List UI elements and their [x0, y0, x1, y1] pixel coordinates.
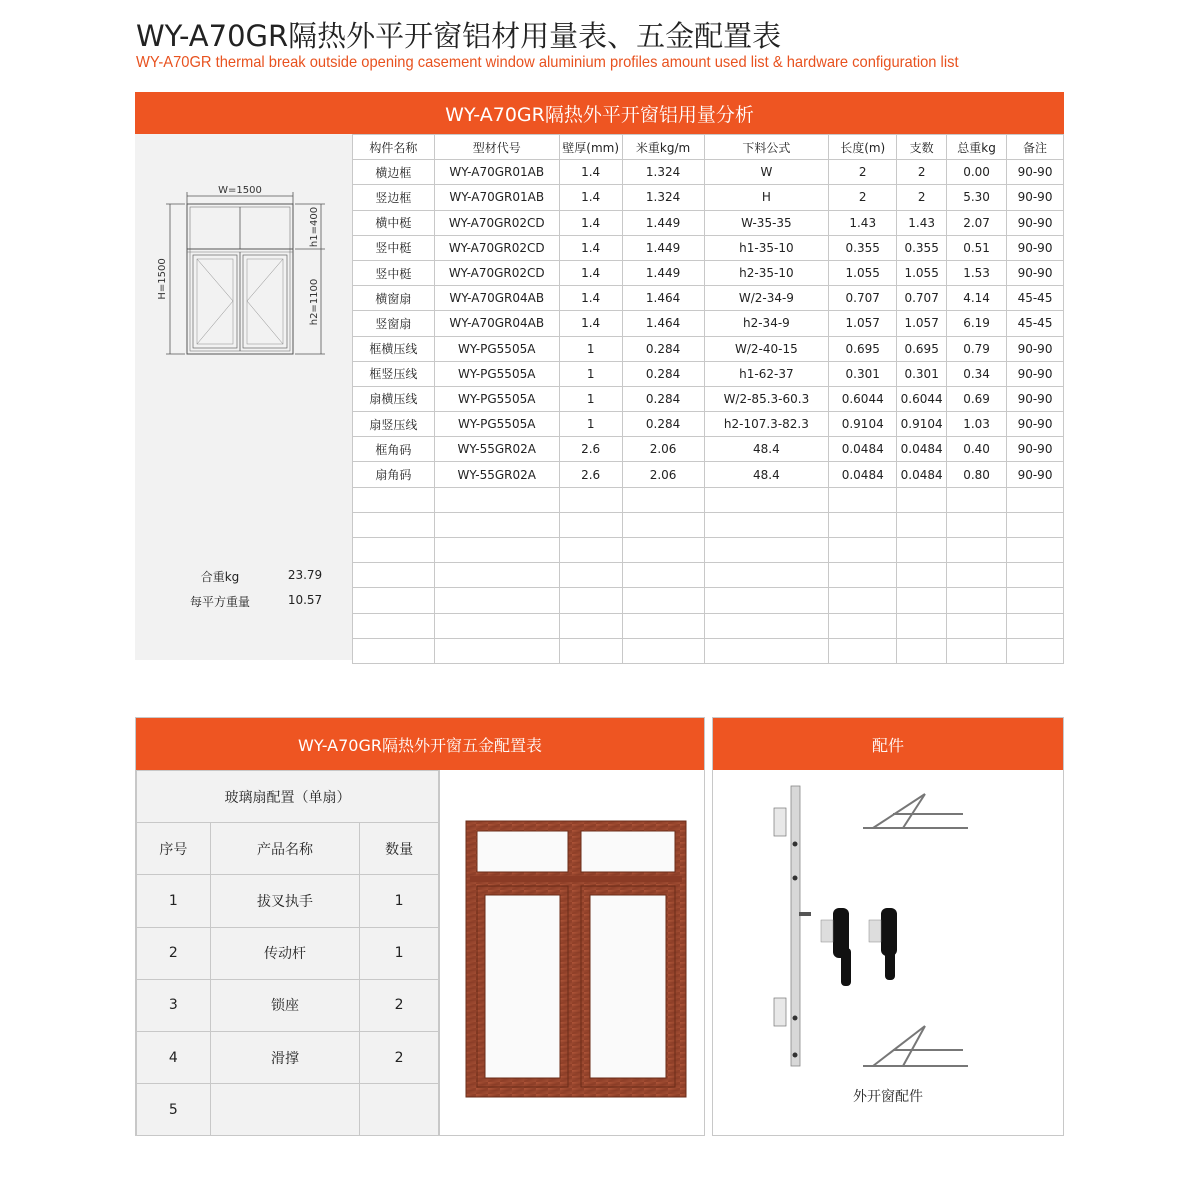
hardware-cell: [210, 1084, 359, 1136]
table-cell: 横边框: [353, 160, 435, 185]
table-cell: [947, 613, 1007, 638]
table-cell: 1.43: [829, 210, 897, 235]
table-cell: [897, 588, 947, 613]
column-header: 壁厚(mm): [559, 135, 622, 160]
table-cell: [897, 512, 947, 537]
table-cell: 0.6044: [897, 386, 947, 411]
table-cell: [704, 638, 829, 663]
accessories-caption: 外开窗配件: [853, 1089, 923, 1105]
hardware-cell: [360, 1084, 439, 1136]
hardware-cell: 滑撑: [210, 1031, 359, 1083]
table-cell: [353, 613, 435, 638]
table-cell: 45-45: [1007, 311, 1064, 336]
total-weight-value: 23.79: [287, 568, 323, 582]
table-row: [353, 462, 1064, 487]
table-cell: 1.4: [559, 235, 622, 260]
table-cell: 0.355: [897, 235, 947, 260]
table-cell: 90-90: [1007, 386, 1064, 411]
table-row: [353, 512, 1064, 537]
table-cell: 扇竖压线: [353, 412, 435, 437]
accessories-section-title: 配件: [713, 718, 1063, 770]
table-cell: 1: [559, 386, 622, 411]
hardware-column-header: 数量: [360, 823, 439, 875]
table-cell: 1.43: [897, 210, 947, 235]
friction-stay-icon-bottom: [863, 1026, 968, 1066]
hardware-cell: 3: [137, 979, 211, 1031]
table-cell: 0.80: [947, 462, 1007, 487]
total-weight-row: [155, 568, 325, 585]
table-cell: 90-90: [1007, 437, 1064, 462]
table-cell: [1007, 487, 1064, 512]
table-row: [353, 185, 1064, 210]
table-cell: 0.355: [829, 235, 897, 260]
table-cell: WY-A70GR02CD: [434, 235, 559, 260]
hardware-cell: 拔叉执手: [210, 875, 359, 927]
table-cell: 48.4: [704, 437, 829, 462]
hardware-cell: 1: [360, 875, 439, 927]
window-dimension-diagram: [135, 134, 352, 660]
table-cell: 1.4: [559, 210, 622, 235]
table-row: [353, 286, 1064, 311]
table-cell: 5.30: [947, 185, 1007, 210]
table-cell: 2.07: [947, 210, 1007, 235]
table-cell: [704, 487, 829, 512]
table-cell: 90-90: [1007, 235, 1064, 260]
table-cell: 1.057: [897, 311, 947, 336]
table-cell: 90-90: [1007, 336, 1064, 361]
table-cell: [829, 638, 897, 663]
table-row: [353, 412, 1064, 437]
table-cell: 1.324: [622, 185, 704, 210]
hardware-cell: 2: [137, 927, 211, 979]
table-cell: [559, 588, 622, 613]
hardware-row: [137, 927, 439, 979]
table-cell: [559, 613, 622, 638]
hardware-column-header: 产品名称: [210, 823, 359, 875]
table-cell: [559, 512, 622, 537]
table-cell: 0.79: [947, 336, 1007, 361]
hardware-cell: 1: [137, 875, 211, 927]
table-row: [353, 538, 1064, 563]
table-cell: [622, 563, 704, 588]
column-header: 型材代号: [434, 135, 559, 160]
table-cell: 1.055: [829, 260, 897, 285]
table-row: [353, 336, 1064, 361]
table-cell: [353, 487, 435, 512]
table-cell: [829, 613, 897, 638]
hardware-subtitle: 玻璃扇配置（单扇）: [137, 771, 439, 823]
table-cell: 横窗扇: [353, 286, 435, 311]
table-cell: [704, 588, 829, 613]
table-cell: WY-PG5505A: [434, 412, 559, 437]
table-cell: [622, 538, 704, 563]
table-cell: WY-A70GR02CD: [434, 260, 559, 285]
table-cell: 6.19: [947, 311, 1007, 336]
table-cell: 0.284: [622, 336, 704, 361]
hardware-row: [137, 979, 439, 1031]
table-cell: [1007, 638, 1064, 663]
hardware-cell: 2: [360, 1031, 439, 1083]
table-row: [353, 210, 1064, 235]
table-cell: [622, 512, 704, 537]
table-cell: [353, 538, 435, 563]
table-row: [353, 563, 1064, 588]
per-sqm-weight-value: 10.57: [287, 593, 323, 607]
profile-usage-table: [352, 134, 1064, 664]
table-cell: 0.34: [947, 361, 1007, 386]
table-cell: 2: [897, 160, 947, 185]
hardware-row: [137, 875, 439, 927]
hardware-cell: 2: [360, 979, 439, 1031]
table-cell: 框横压线: [353, 336, 435, 361]
table-row: [353, 260, 1064, 285]
table-cell: [353, 563, 435, 588]
transmission-rod-icon: [791, 786, 800, 1066]
table-cell: [622, 638, 704, 663]
total-weight-label: 合重kg: [200, 570, 240, 584]
hardware-cell: 锁座: [210, 979, 359, 1031]
table-cell: 0.695: [897, 336, 947, 361]
table-cell: W/2-40-15: [704, 336, 829, 361]
table-cell: 0.301: [829, 361, 897, 386]
table-cell: 0.51: [947, 235, 1007, 260]
table-cell: h2-35-10: [704, 260, 829, 285]
hardware-row: [137, 1084, 439, 1136]
table-row: [353, 361, 1064, 386]
table-row: [353, 613, 1064, 638]
table-cell: [1007, 588, 1064, 613]
table-row: [353, 487, 1064, 512]
table-cell: WY-55GR02A: [434, 437, 559, 462]
table-row: [353, 235, 1064, 260]
table-cell: 90-90: [1007, 160, 1064, 185]
table-cell: [897, 487, 947, 512]
table-cell: 90-90: [1007, 462, 1064, 487]
table-header-row: [353, 135, 1064, 160]
table-cell: WY-A70GR04AB: [434, 311, 559, 336]
table-cell: 竖窗扇: [353, 311, 435, 336]
table-cell: 扇角码: [353, 462, 435, 487]
table-cell: 1.464: [622, 311, 704, 336]
table-cell: 0.301: [897, 361, 947, 386]
table-cell: 横中梃: [353, 210, 435, 235]
column-header: 支数: [897, 135, 947, 160]
table-cell: 0.707: [897, 286, 947, 311]
table-cell: 1.4: [559, 160, 622, 185]
table-cell: 0.284: [622, 361, 704, 386]
table-cell: [622, 487, 704, 512]
table-cell: [434, 613, 559, 638]
hardware-cell: 1: [360, 927, 439, 979]
table-cell: 1.4: [559, 311, 622, 336]
table-row: [353, 386, 1064, 411]
table-cell: [434, 588, 559, 613]
handle-icon-2: [869, 908, 897, 980]
table-cell: h1-35-10: [704, 235, 829, 260]
table-cell: 1.4: [559, 260, 622, 285]
table-cell: [353, 638, 435, 663]
table-cell: [897, 538, 947, 563]
accessories-panel: [712, 717, 1064, 1136]
table-cell: 1: [559, 336, 622, 361]
table-cell: 1.464: [622, 286, 704, 311]
h2-dimension-label: h2=1100: [309, 278, 320, 326]
column-header: 下料公式: [704, 135, 829, 160]
table-cell: [897, 613, 947, 638]
hardware-cell: 传动杆: [210, 927, 359, 979]
wood-grain-window-image: [440, 770, 705, 1135]
table-cell: 0.0484: [897, 462, 947, 487]
table-cell: WY-PG5505A: [434, 386, 559, 411]
column-header: 总重kg: [947, 135, 1007, 160]
table-cell: WY-A70GR01AB: [434, 160, 559, 185]
table-cell: [947, 588, 1007, 613]
table-cell: 0.69: [947, 386, 1007, 411]
table-cell: 1.055: [897, 260, 947, 285]
table-cell: [559, 563, 622, 588]
column-header: 米重kg/m: [622, 135, 704, 160]
hardware-row: [137, 1031, 439, 1083]
table-row: [353, 160, 1064, 185]
table-cell: h1-62-37: [704, 361, 829, 386]
table-cell: 竖中梃: [353, 260, 435, 285]
table-cell: 1.4: [559, 185, 622, 210]
table-cell: [947, 563, 1007, 588]
profile-analysis-panel: [135, 92, 1064, 660]
table-cell: 0.284: [622, 386, 704, 411]
table-cell: 2: [829, 160, 897, 185]
table-cell: 1.449: [622, 260, 704, 285]
window-product-photo: [439, 770, 704, 1135]
handle-icon-1: [821, 908, 851, 986]
table-row: [353, 588, 1064, 613]
table-cell: 1.449: [622, 235, 704, 260]
table-cell: H: [704, 185, 829, 210]
table-cell: W: [704, 160, 829, 185]
table-cell: 2.6: [559, 462, 622, 487]
table-cell: 90-90: [1007, 185, 1064, 210]
table-cell: [897, 638, 947, 663]
table-cell: 2.06: [622, 437, 704, 462]
table-cell: h2-34-9: [704, 311, 829, 336]
table-cell: 1.449: [622, 210, 704, 235]
table-cell: 1.057: [829, 311, 897, 336]
table-cell: 0.00: [947, 160, 1007, 185]
profile-section-title: WY-A70GR隔热外平开窗铝用量分析: [135, 92, 1064, 134]
accessories-illustration: [713, 770, 1063, 1080]
table-cell: 1: [559, 361, 622, 386]
table-cell: WY-A70GR01AB: [434, 185, 559, 210]
table-cell: 90-90: [1007, 260, 1064, 285]
table-cell: 0.9104: [897, 412, 947, 437]
table-cell: 90-90: [1007, 412, 1064, 437]
hardware-cell: 5: [137, 1084, 211, 1136]
table-cell: [434, 638, 559, 663]
table-cell: [704, 563, 829, 588]
table-row: [353, 311, 1064, 336]
table-cell: 2: [829, 185, 897, 210]
table-cell: 0.707: [829, 286, 897, 311]
table-cell: [559, 487, 622, 512]
table-cell: h2-107.3-82.3: [704, 412, 829, 437]
table-cell: 1: [559, 412, 622, 437]
hardware-config-panel: [135, 717, 705, 1136]
table-row: [353, 638, 1064, 663]
table-cell: [829, 563, 897, 588]
hardware-subtitle-row: [137, 771, 439, 823]
table-cell: [704, 512, 829, 537]
table-cell: 0.284: [622, 412, 704, 437]
table-cell: [947, 538, 1007, 563]
per-sqm-weight-row: [155, 593, 325, 610]
table-cell: [622, 613, 704, 638]
table-cell: [559, 638, 622, 663]
table-cell: [1007, 563, 1064, 588]
table-cell: [829, 512, 897, 537]
table-cell: WY-PG5505A: [434, 361, 559, 386]
table-cell: [947, 638, 1007, 663]
page-title: WY-A70GR隔热外平开窗铝材用量表、五金配置表: [136, 19, 782, 53]
table-cell: WY-A70GR02CD: [434, 210, 559, 235]
hardware-section-title: WY-A70GR隔热外开窗五金配置表: [136, 718, 704, 770]
table-cell: [897, 563, 947, 588]
table-cell: [829, 487, 897, 512]
table-cell: 0.40: [947, 437, 1007, 462]
column-header: 构件名称: [353, 135, 435, 160]
table-cell: [622, 588, 704, 613]
table-cell: [434, 487, 559, 512]
column-header: 备注: [1007, 135, 1064, 160]
table-cell: 2.6: [559, 437, 622, 462]
table-cell: 0.0484: [829, 462, 897, 487]
table-cell: 0.0484: [897, 437, 947, 462]
table-cell: 0.695: [829, 336, 897, 361]
table-cell: 0.9104: [829, 412, 897, 437]
table-cell: 1.4: [559, 286, 622, 311]
table-cell: 扇横压线: [353, 386, 435, 411]
table-cell: [704, 538, 829, 563]
table-cell: [353, 512, 435, 537]
table-cell: 框角码: [353, 437, 435, 462]
table-cell: W/2-34-9: [704, 286, 829, 311]
table-cell: 竖中梃: [353, 235, 435, 260]
table-cell: 框竖压线: [353, 361, 435, 386]
width-dimension-label: W=1500: [218, 185, 262, 196]
height-dimension-label: H=1500: [157, 258, 168, 300]
table-cell: 90-90: [1007, 210, 1064, 235]
table-cell: [353, 588, 435, 613]
friction-stay-icon-top: [863, 794, 968, 828]
table-cell: [829, 588, 897, 613]
lock-keeper-icon-bottom: [774, 998, 786, 1026]
table-cell: 1.53: [947, 260, 1007, 285]
table-cell: 0.0484: [829, 437, 897, 462]
table-cell: [559, 538, 622, 563]
table-cell: 90-90: [1007, 361, 1064, 386]
hardware-cell: 4: [137, 1031, 211, 1083]
lock-keeper-icon-top: [774, 808, 786, 836]
table-cell: [1007, 613, 1064, 638]
table-cell: 4.14: [947, 286, 1007, 311]
table-cell: [947, 512, 1007, 537]
table-cell: WY-55GR02A: [434, 462, 559, 487]
per-sqm-weight-label: 每平方重量: [189, 595, 250, 609]
column-header: 长度(m): [829, 135, 897, 160]
hardware-table: [136, 770, 439, 1136]
table-cell: [1007, 538, 1064, 563]
table-cell: 2.06: [622, 462, 704, 487]
table-cell: [1007, 512, 1064, 537]
table-cell: [829, 538, 897, 563]
table-cell: [434, 538, 559, 563]
hardware-column-header: 序号: [137, 823, 211, 875]
hardware-header-row: [137, 823, 439, 875]
h1-dimension-label: h1=400: [309, 206, 320, 248]
table-cell: [434, 563, 559, 588]
table-cell: 竖边框: [353, 185, 435, 210]
table-cell: [434, 512, 559, 537]
table-row: [353, 437, 1064, 462]
table-cell: [947, 487, 1007, 512]
table-cell: W/2-85.3-60.3: [704, 386, 829, 411]
table-cell: WY-PG5505A: [434, 336, 559, 361]
table-cell: 2: [897, 185, 947, 210]
table-cell: 48.4: [704, 462, 829, 487]
page-subtitle-english: WY-A70GR thermal break outside opening casement window aluminium profiles amount used list & hardware configuration list: [136, 54, 959, 71]
table-cell: WY-A70GR04AB: [434, 286, 559, 311]
table-cell: 45-45: [1007, 286, 1064, 311]
table-cell: 1.03: [947, 412, 1007, 437]
table-cell: [704, 613, 829, 638]
table-cell: W-35-35: [704, 210, 829, 235]
table-cell: 0.6044: [829, 386, 897, 411]
table-cell: 1.324: [622, 160, 704, 185]
